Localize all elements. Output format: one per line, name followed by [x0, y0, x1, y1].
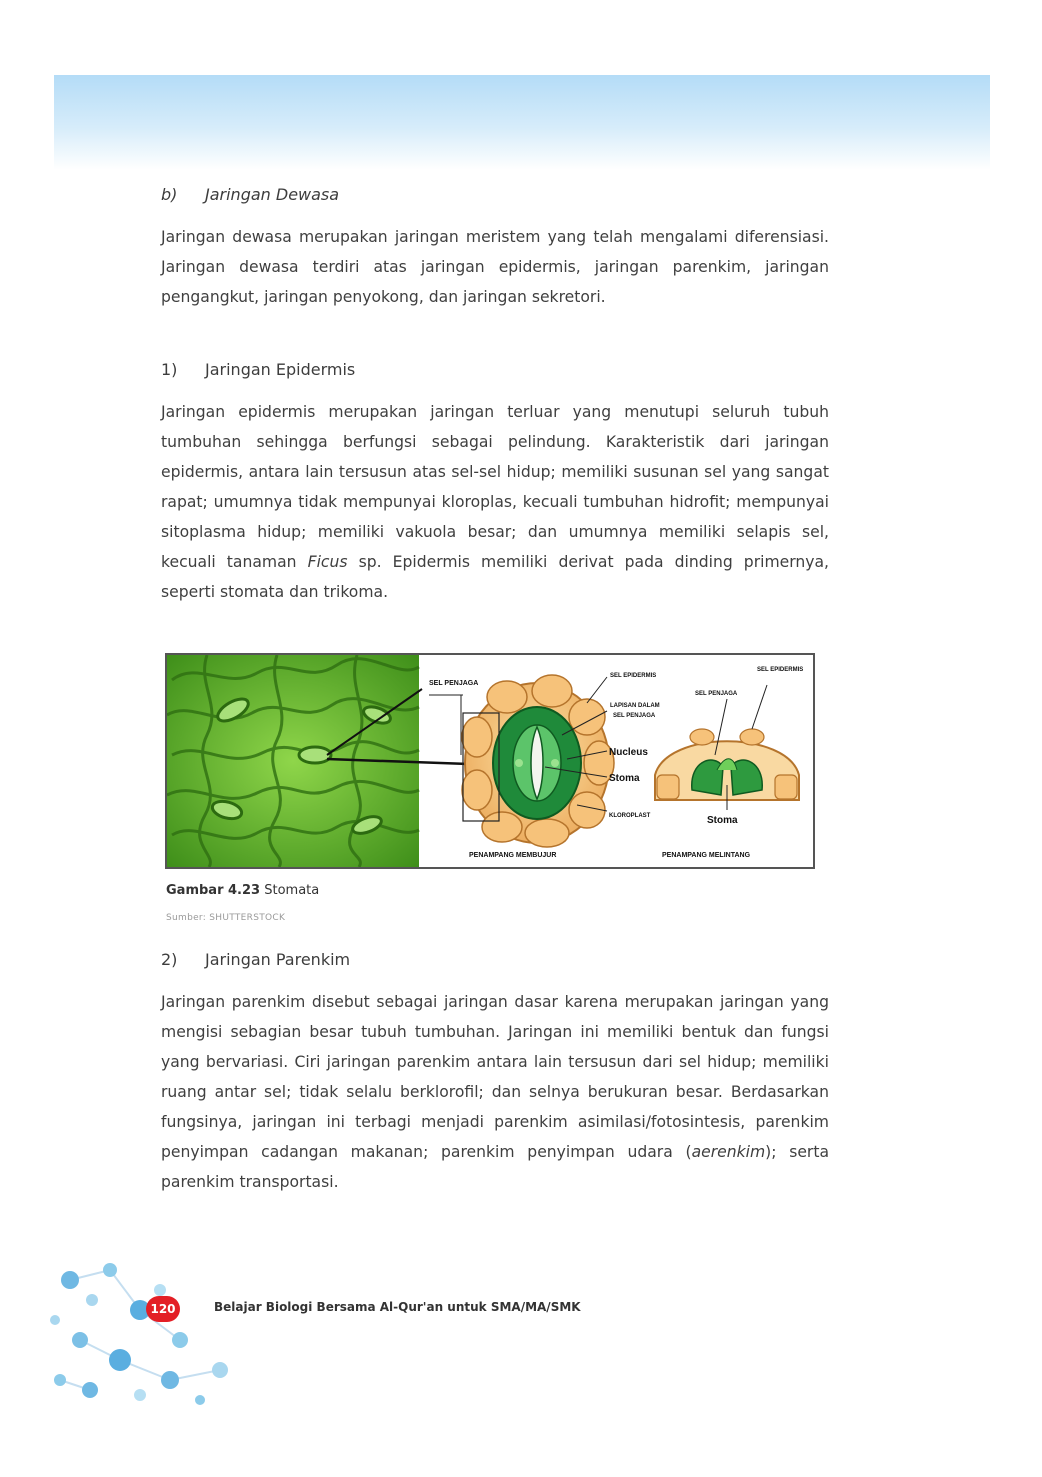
label-stoma: Stoma — [609, 773, 640, 784]
footer-book-title: Belajar Biologi Bersama Al-Qur'an untuk SMA/MA/SMK — [214, 1300, 581, 1314]
caption-label: Gambar 4.23 — [166, 883, 261, 898]
stomata-figure — [165, 653, 815, 869]
section-heading-jaringan-dewasa — [161, 185, 339, 204]
paragraph-text: Jaringan parenkim disebut sebagai jaringan dasar karena merupakan jaringan yang mengisi sebagian besar tubuh tumbuhan. Jaringan ini memiliki bentuk dan fungsi yang bervariasi. Ciri jaringan parenkim antara lain tersusun dari sel hidup; memiliki ruang antar sel; tidak selalu berklorofil; dan selnya berukuran besar. Berdasarkan fungsinya, jaringan ini terbagi menjadi parenkim asimilasi/fotosintesis, parenkim penyimpan cadangan makanan; parenkim penyimpan udara ( — [161, 993, 829, 1161]
paragraph-text: sp. Epidermis memiliki derivat pada dinding primernya, seperti stomata dan trikoma. — [161, 553, 829, 601]
figure-source: Sumber: SHUTTERSTOCK — [166, 913, 286, 923]
section-label: b) — [161, 185, 178, 204]
label-kloroplast: KLOROPLAST — [609, 813, 651, 819]
page-number-badge: 120 — [146, 1296, 180, 1322]
section-title: Jaringan Parenkim — [205, 950, 351, 969]
paragraph-jaringan-parenkim — [161, 987, 829, 1197]
label-sel-penjaga-right: SEL PENJAGA — [695, 691, 738, 697]
label-penampang-membujur: PENAMPANG MEMBUJUR — [469, 852, 557, 859]
figure-caption — [166, 883, 319, 898]
section-title: Jaringan Epidermis — [205, 360, 356, 379]
label-sel-penjaga: SEL PENJAGA — [429, 680, 479, 687]
section-label: 1) — [161, 360, 178, 379]
paragraph-jaringan-dewasa: Jaringan dewasa merupakan jaringan meristem yang telah mengalami diferensiasi. Jaringan dewasa terdiri atas jaringan epidermis, jaringan parenkim, jaringan pengangkut, jaringan penyokong, dan jaringan sekretori. — [161, 228, 829, 306]
stomata-top-view — [461, 675, 614, 847]
section-title: Jaringan Dewasa — [205, 185, 340, 204]
stomata-illustration — [167, 655, 813, 867]
paragraph-text: ); serta parenkim transportasi. — [161, 1143, 830, 1191]
header-band — [54, 75, 990, 170]
section-label: 2) — [161, 950, 178, 969]
italic-term: Ficus — [307, 553, 348, 571]
label-sel-epidermis: SEL EPIDERMIS — [610, 673, 657, 679]
label-lapisan-dalam: LAPISAN DALAM — [610, 703, 660, 709]
section-heading-jaringan-parenkim — [161, 950, 350, 969]
label-sel-penjaga-dalam: SEL PENJAGA — [613, 713, 656, 719]
caption-text: Stomata — [264, 883, 320, 898]
label-nucleus: Nucleus — [609, 747, 648, 758]
label-stoma-right: Stoma — [707, 815, 738, 826]
italic-term: aerenkim — [691, 1143, 766, 1161]
section-heading-jaringan-epidermis — [161, 360, 355, 379]
molecule-decoration — [50, 1250, 250, 1410]
paragraph-jaringan-epidermis — [161, 397, 829, 607]
paragraph-text: Jaringan epidermis merupakan jaringan terluar yang menutupi seluruh tubuh tumbuhan sehingga berfungsi sebagai pelindung. Karakteristik dari jaringan epidermis, antara lain tersusun atas sel-sel hidup; memiliki susunan sel yang sangat rapat; umumnya tidak mempunyai kloroplas, kecuali tumbuhan hidrofit; mempunyai sitoplasma hidup; memiliki vakuola besar; dan umumnya memiliki selapis sel, kecuali tanaman — [161, 403, 829, 571]
label-penampang-melintang: PENAMPANG MELINTANG — [662, 852, 751, 859]
label-sel-epidermis-right: SEL EPIDERMIS — [757, 667, 804, 673]
